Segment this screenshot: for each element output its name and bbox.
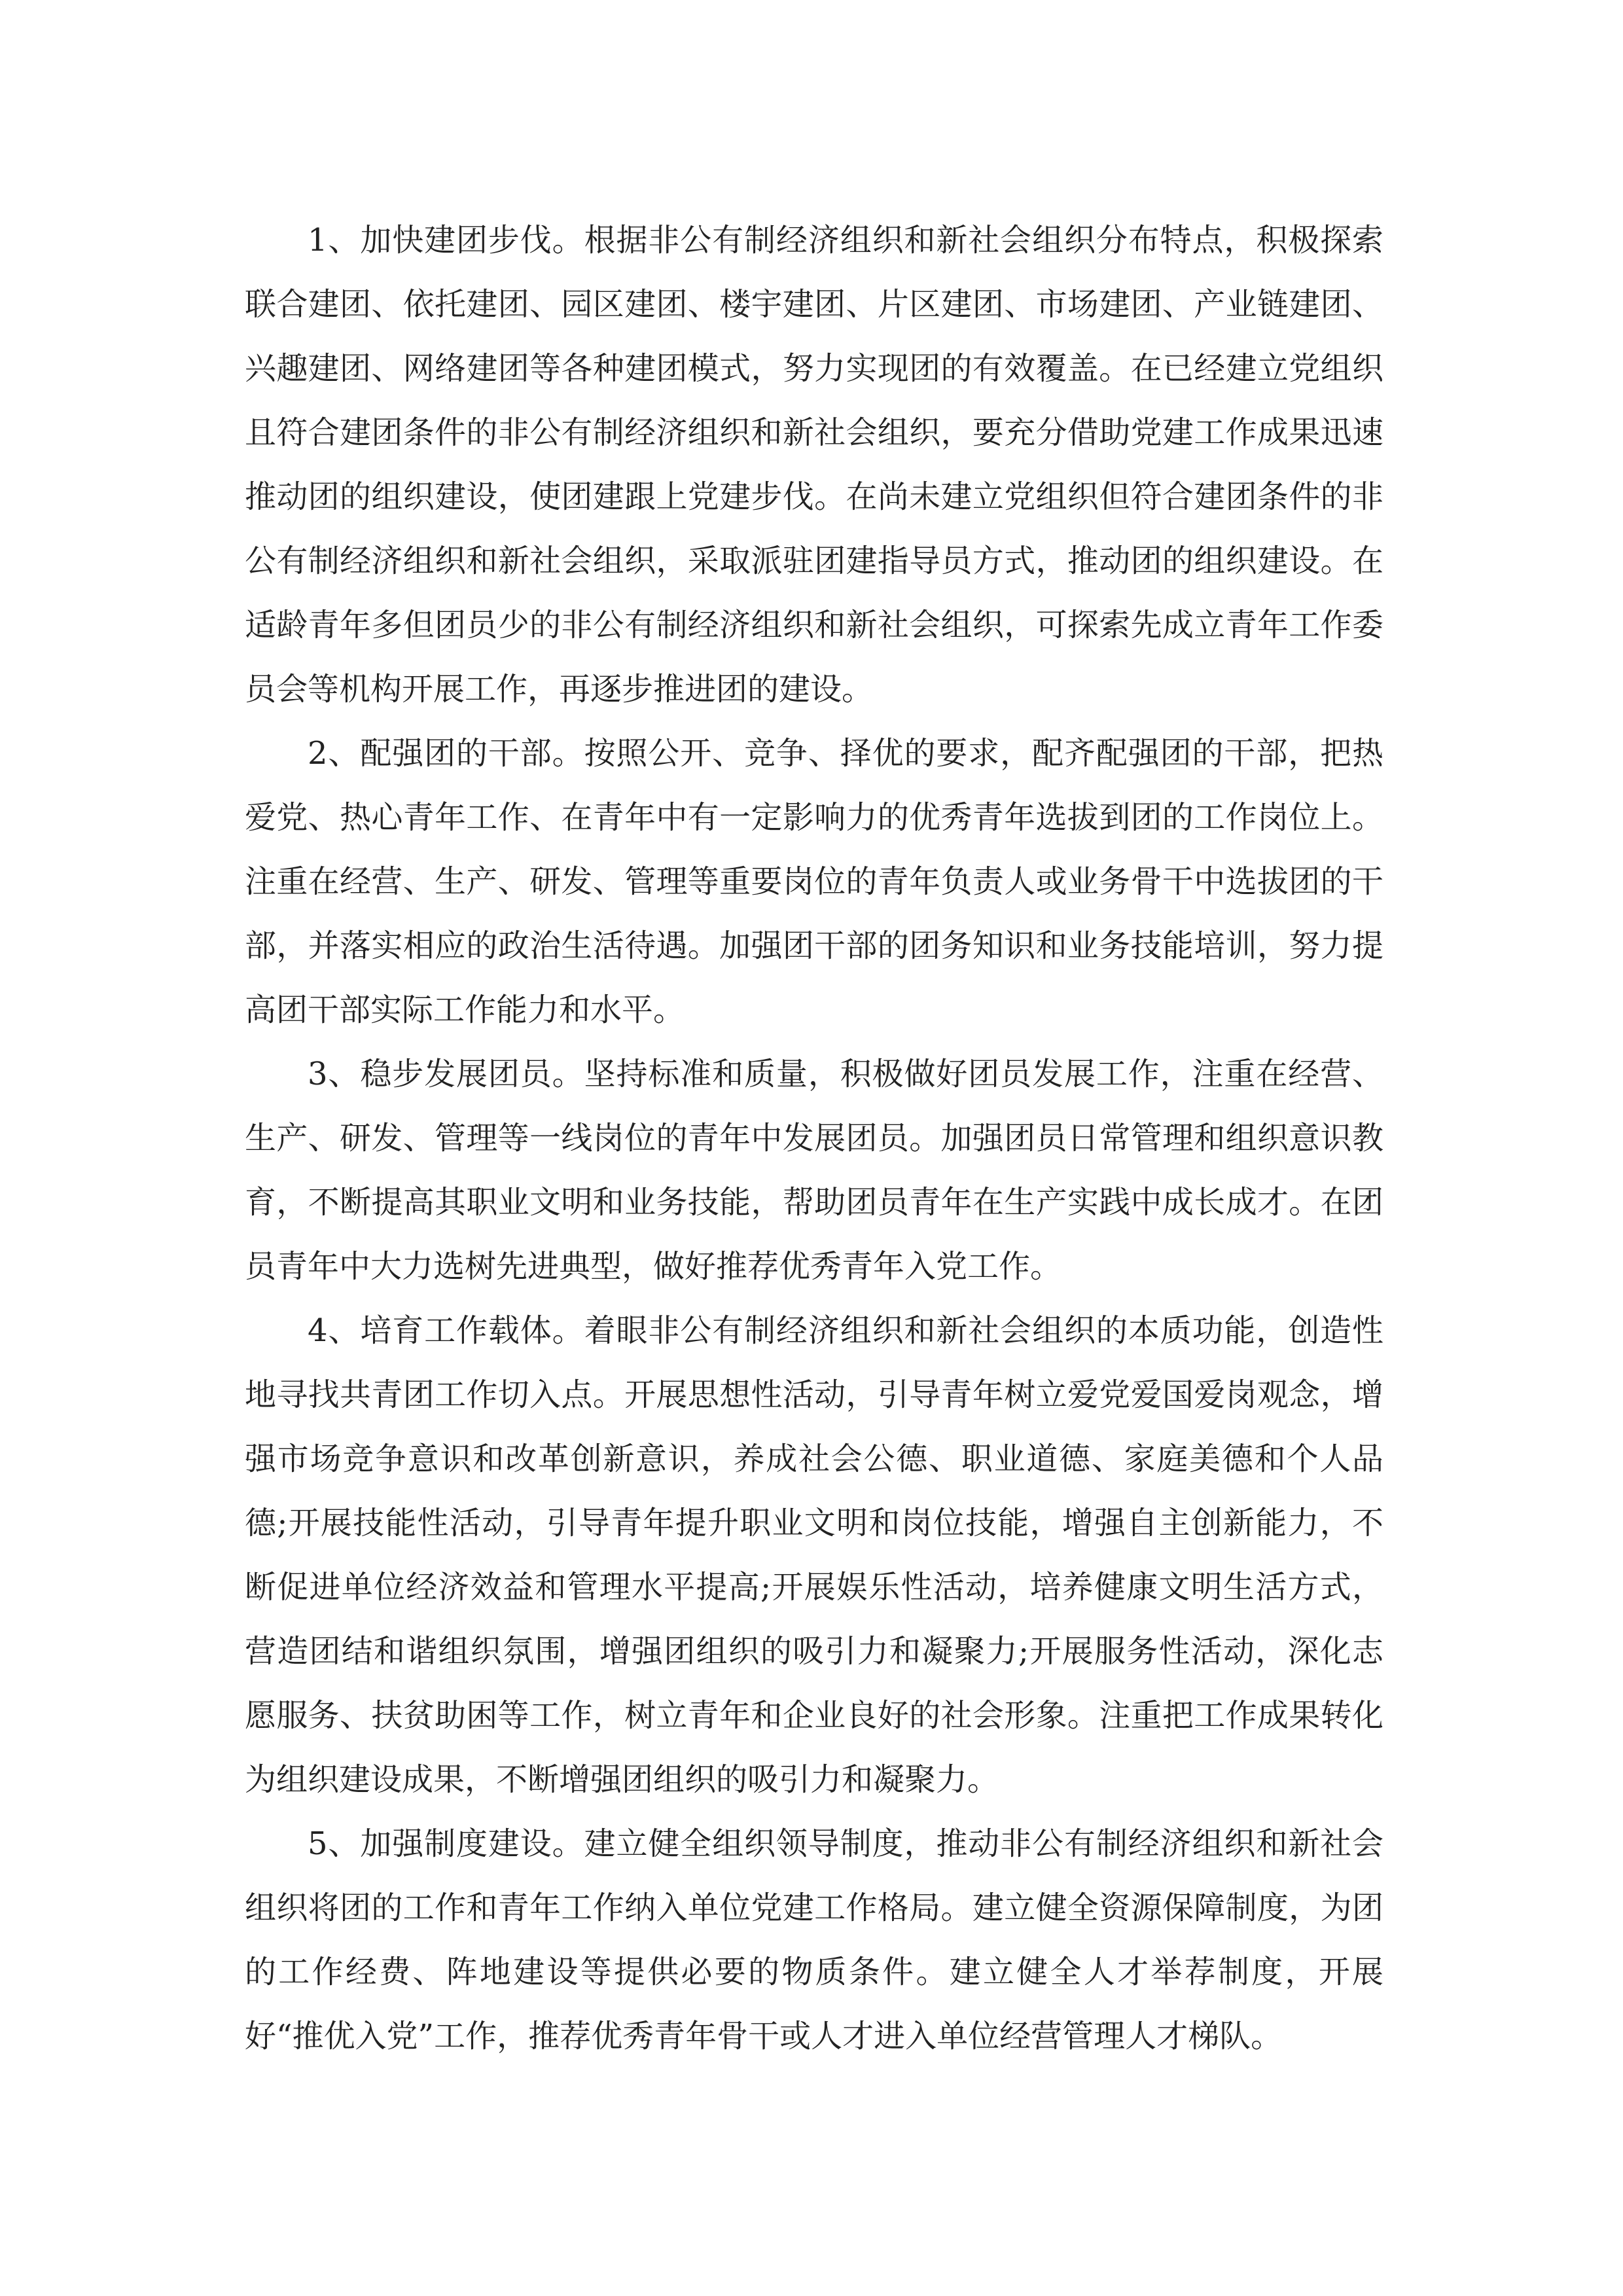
paragraph-1: 1、加快建团步伐。根据非公有制经济组织和新社会组织分布特点，积极探索联合建团、依托建团、园区建团、楼宇建团、片区建团、市场建团、产业链建团、兴趣建团、网络建团等各种建团模式，努力实现团的有效覆盖。在已经建立党组织且符合建团条件的非公有制经济组织和新社会组织，要充分借助党建工作成果迅速推动团的组织建设，使团建跟上党建步伐。在尚未建立党组织但符合建团条件的非公有制经济组织和新社会组织，采取派驻团建指导员方式，推动团的组织建设。在适龄青年多但团员少的非公有制经济组织和新社会组织，可探索先成立青年工作委员会等机构开展工作，再逐步推进团的建设。 [245, 222, 1383, 708]
document-body [245, 208, 1383, 2068]
paragraph-5: 5、加强制度建设。建立健全组织领导制度，推动非公有制经济组织和新社会组织将团的工作和青年工作纳入单位党建工作格局。建立健全资源保障制度，为团的工作经费、阵地建设等提供必要的物质条件。建立健全人才举荐制度，开展好“推优入党”工作，推荐优秀青年骨干或人才进入单位经营管理人才梯队。 [245, 1825, 1383, 2054]
paragraph-4: 4、培育工作载体。着眼非公有制经济组织和新社会组织的本质功能，创造性地寻找共青团工作切入点。开展思想性活动，引导青年树立爱党爱国爱岗观念，增强市场竞争意识和改革创新意识，养成社会公德、职业道德、家庭美德和个人品德;开展技能性活动，引导青年提升职业文明和岗位技能，增强自主创新能力，不断促进单位经济效益和管理水平提高;开展娱乐性活动，培养健康文明生活方式，营造团结和谐组织氛围，增强团组织的吸引力和凝聚力;开展服务性活动，深化志愿服务、扶贫助困等工作，树立青年和企业良好的社会形象。注重把工作成果转化为组织建设成果，不断增强团组织的吸引力和凝聚力。 [245, 1312, 1383, 1798]
paragraph-2: 2、配强团的干部。按照公开、竞争、择优的要求，配齐配强团的干部，把热爱党、热心青年工作、在青年中有一定影响力的优秀青年选拔到团的工作岗位上。注重在经营、生产、研发、管理等重要岗位的青年负责人或业务骨干中选拔团的干部，并落实相应的政治生活待遇。加强团干部的团务知识和业务技能培训，努力提高团干部实际工作能力和水平。 [245, 735, 1383, 1028]
paragraph-3: 3、稳步发展团员。坚持标准和质量，积极做好团员发展工作，注重在经营、生产、研发、管理等一线岗位的青年中发展团员。加强团员日常管理和组织意识教育，不断提高其职业文明和业务技能，帮助团员青年在生产实践中成长成才。在团员青年中大力选树先进典型，做好推荐优秀青年入党工作。 [245, 1056, 1383, 1285]
